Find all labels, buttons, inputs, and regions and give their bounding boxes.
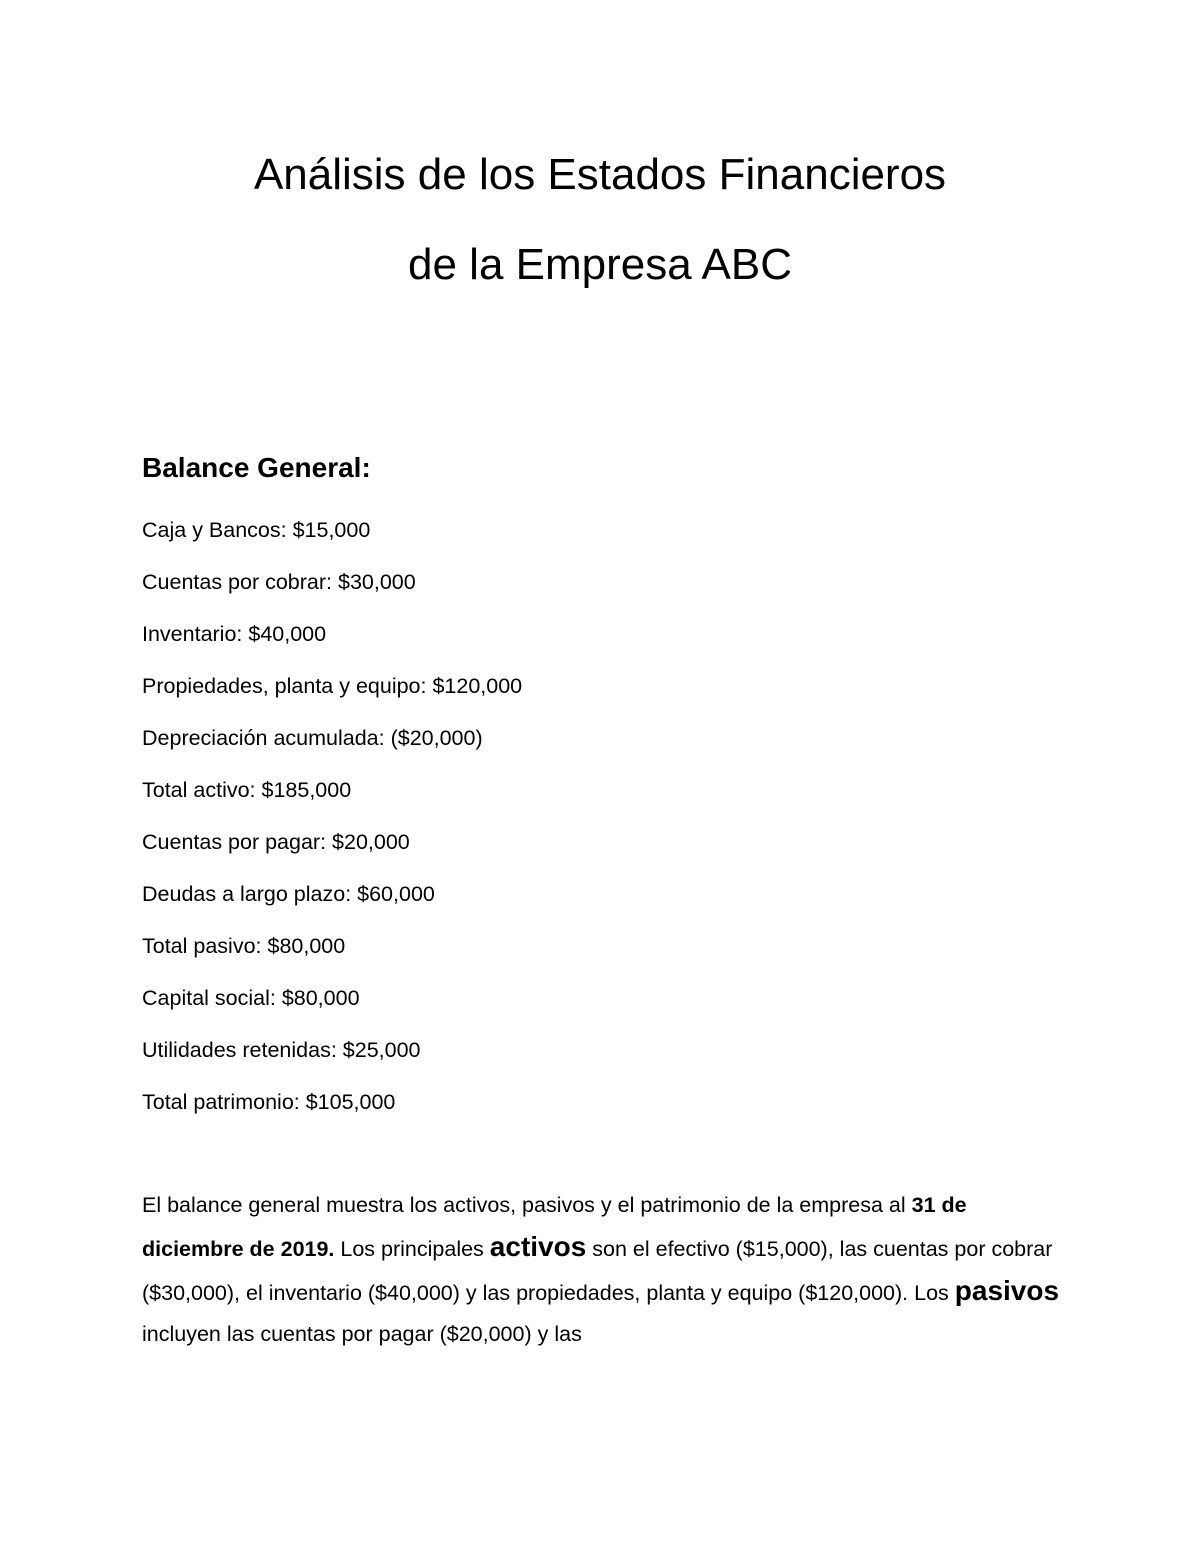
summary-paragraph	[142, 1185, 1067, 1355]
balance-item: Propiedades, planta y equipo: $120,000	[142, 674, 523, 698]
paragraph-text: Los principales	[334, 1237, 490, 1261]
paragraph-text: son el efectivo ($15,000), las cuentas por cobrar ($30,000), el inventario ($40,000) y las propiedades, planta y equipo ($120,000). Los	[142, 1237, 1053, 1305]
keyword-activos: activos	[489, 1231, 587, 1262]
document-title-line-2: de la Empresa ABC	[408, 240, 792, 289]
balance-item: Inventario: $40,000	[142, 622, 327, 646]
paragraph-bold-date: 31 de diciembre de 2019.	[142, 1193, 967, 1261]
balance-item: Capital social: $80,000	[142, 986, 360, 1010]
balance-item: Utilidades retenidas: $25,000	[142, 1038, 421, 1062]
document-title-line-1: Análisis de los Estados Financieros	[253, 150, 947, 199]
balance-item: Depreciación acumulada: ($20,000)	[142, 726, 483, 750]
section-heading-balance-general: Balance General:	[142, 452, 371, 483]
balance-item: Cuentas por pagar: $20,000	[142, 830, 410, 854]
paragraph-text: El balance general muestra los activos, pasivos y el patrimonio de la empresa al	[142, 1193, 912, 1217]
balance-item: Total activo: $185,000	[142, 778, 352, 802]
balance-item: Caja y Bancos: $15,000	[142, 518, 371, 542]
balance-item: Cuentas por cobrar: $30,000	[142, 570, 416, 594]
balance-item: Total pasivo: $80,000	[142, 934, 346, 958]
balance-item: Deudas a largo plazo: $60,000	[142, 882, 435, 906]
paragraph-text: incluyen las cuentas por pagar ($20,000) y las	[142, 1322, 582, 1346]
balance-item: Total patrimonio: $105,000	[142, 1090, 396, 1114]
keyword-pasivos: pasivos	[954, 1275, 1060, 1306]
balance-items-list	[142, 515, 522, 1139]
